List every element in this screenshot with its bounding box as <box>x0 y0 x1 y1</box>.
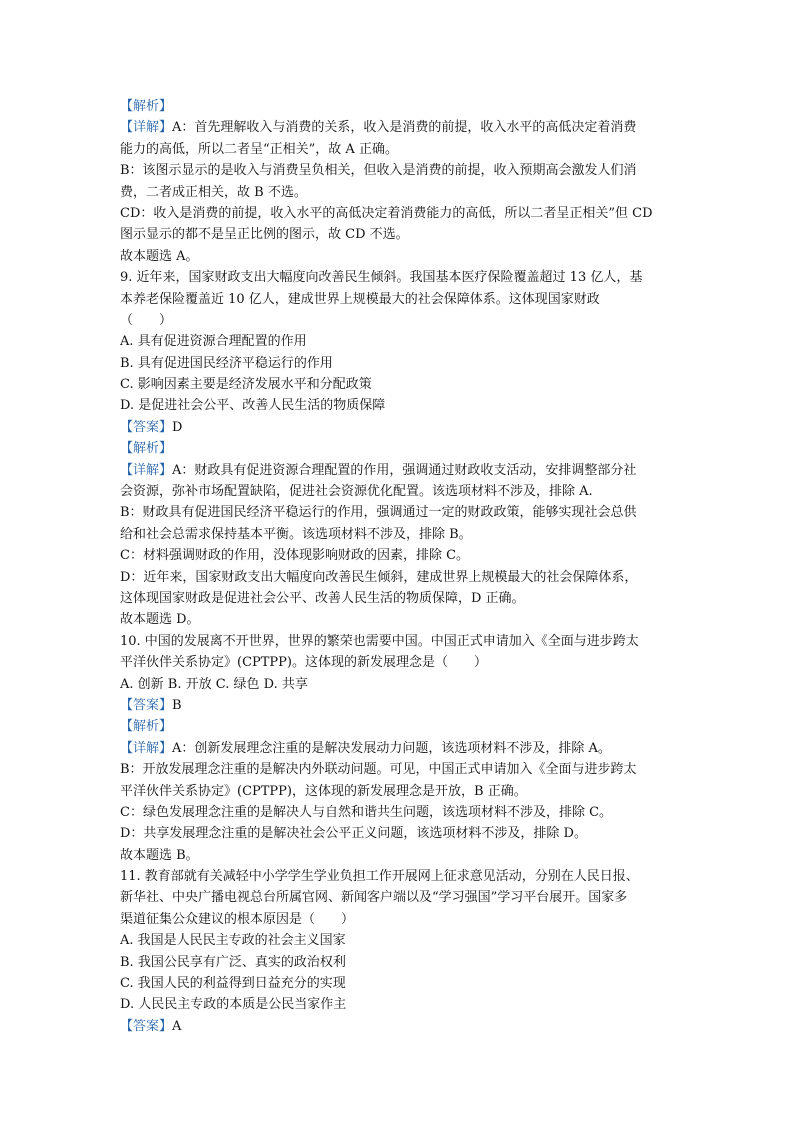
text-line <box>120 609 694 630</box>
text-line <box>120 353 694 374</box>
text-line <box>120 781 694 802</box>
line-text: （ ） <box>120 312 173 328</box>
text-line <box>120 588 694 609</box>
line-text: 这体现国家财政是促进社会公平、改善人民生活的物质保障，D 正确。 <box>120 590 525 606</box>
line-text: D：共享发展理念注重的是解决社会公平正义问题，该选项材料不涉及，排除 D。 <box>120 826 587 842</box>
text-line <box>120 139 694 160</box>
section-tag: 【解析】 <box>120 441 173 457</box>
section-tag: 【答案】 <box>120 1018 173 1034</box>
text-line <box>120 695 694 716</box>
line-text: D <box>172 419 183 435</box>
line-text: B：该图示显示的是收入与消费呈负相关，但收入是消费的前提，收入预期高会激发人们消 <box>120 163 637 179</box>
text-line <box>120 631 694 652</box>
line-text: C. 影响因素主要是经济发展水平和分配政策 <box>120 377 372 393</box>
line-text: C：绿色发展理念注重的是解决人与自然和谐共生问题，该选项材料不涉及，排除 C。 <box>120 804 613 820</box>
line-text: 9. 近年来，国家财政支出大幅度向改善民生倾斜。我国基本医疗保险覆盖超过 13 亿人，基 <box>120 270 643 286</box>
line-text: 故本题选 A。 <box>120 248 199 264</box>
line-text: A. 创新 B. 开放 C. 绿色 D. 共享 <box>120 676 308 692</box>
text-line <box>120 652 694 673</box>
line-text: 故本题选 D。 <box>120 612 200 628</box>
text-line <box>120 331 694 352</box>
text-line <box>120 909 694 930</box>
line-text: B：开放发展理念注重的是解决内外联动问题。可见，中国正式申请加入《全面与进步跨太 <box>120 762 637 778</box>
text-line <box>120 716 694 737</box>
text-line <box>120 395 694 416</box>
section-tag: 【详解】 <box>120 120 173 136</box>
line-text: 11. 教育部就有关减轻中小学学生学业负担工作开展网上征求意见活动，分别在人民日报、 <box>120 869 639 885</box>
text-line <box>120 545 694 566</box>
line-text: 新华社、中央广播电视总台所属官网、新闻客户端以及“学习强国”学习平台展开。国家多 <box>120 890 628 906</box>
line-text: A <box>172 1018 182 1034</box>
text-line <box>120 160 694 181</box>
line-text: 平洋伙伴关系协定》(CPTPP)，这体现的新发展理念是开放，B 正确。 <box>120 783 527 799</box>
line-text: 图示显示的都不是呈正比例的图示，故 CD 不选。 <box>120 227 409 243</box>
text-line <box>120 738 694 759</box>
line-text: 能力的高低，所以二者呈“正相关”，故 A 正确。 <box>120 141 398 157</box>
line-text: 本养老保险覆盖近 10 亿人，建成世界上规模最大的社会保障体系。这体现国家财政 <box>120 291 600 307</box>
line-text: C. 我国人民的利益得到日益充分的实现 <box>120 976 346 992</box>
text-line <box>120 759 694 780</box>
text-line <box>120 502 694 523</box>
document-body <box>120 96 694 1037</box>
line-text: B. 具有促进国民经济平稳运行的作用 <box>120 355 333 371</box>
line-text: A：财政具有促进资源合理配置的作用，强调通过财政收支活动，安排调整部分社 <box>172 462 637 478</box>
text-line <box>120 267 694 288</box>
text-line <box>120 203 694 224</box>
text-line <box>120 952 694 973</box>
line-text: CD：收入是消费的前提，收入水平的高低决定着消费能力的高低，所以二者呈正相关”但 CD <box>120 205 653 221</box>
line-text: 给和社会总需求保持基本平衡。该选项材料不涉及，排除 B。 <box>120 526 472 542</box>
text-line <box>120 524 694 545</box>
line-text: D. 人民民主专政的本质是公民当家作主 <box>120 997 347 1013</box>
text-line <box>120 460 694 481</box>
line-text: 渠道征集公众建议的根本原因是（ ） <box>120 911 355 927</box>
text-line <box>120 1016 694 1037</box>
line-text: D. 是促进社会公平、改善人民生活的物质保障 <box>120 398 386 414</box>
text-line <box>120 246 694 267</box>
text-line <box>120 481 694 502</box>
line-text: A. 我国是人民民主专政的社会主义国家 <box>120 933 346 949</box>
text-line <box>120 374 694 395</box>
text-line <box>120 973 694 994</box>
line-text: 平洋伙伴关系协定》(CPTPP)。这体现的新发展理念是（ ） <box>120 655 488 671</box>
line-text: B. 我国公民享有广泛、真实的政治权利 <box>120 954 346 970</box>
line-text: C：材料强调财政的作用，没体现影响财政的因素，排除 C。 <box>120 548 470 564</box>
section-tag: 【详解】 <box>120 462 173 478</box>
line-text: A. 具有促进资源合理配置的作用 <box>120 334 307 350</box>
text-line <box>120 802 694 823</box>
line-text: 会资源，弥补市场配置缺陷，促进社会资源优化配置。该选项材料不涉及，排除 A. <box>120 484 593 500</box>
line-text: 10. 中国的发展离不开世界，世界的繁荣也需要中国。中国正式申请加入《全面与进步跨太 <box>120 633 639 649</box>
text-line <box>120 823 694 844</box>
text-line <box>120 567 694 588</box>
text-line <box>120 289 694 310</box>
line-text: D：近年来，国家财政支出大幅度向改善民生倾斜，建成世界上规模最大的社会保障体系， <box>120 569 638 585</box>
text-line <box>120 182 694 203</box>
line-text: B：财政具有促进国民经济平稳运行的作用，强调通过一定的财政政策，能够实现社会总供 <box>120 505 637 521</box>
text-line <box>120 887 694 908</box>
text-line <box>120 866 694 887</box>
line-text: B <box>172 697 182 713</box>
section-tag: 【解析】 <box>120 719 173 735</box>
section-tag: 【解析】 <box>120 99 173 114</box>
section-tag: 【答案】 <box>120 697 173 713</box>
text-line <box>120 96 694 117</box>
line-text: 费，二者成正相关，故 B 不选。 <box>120 184 307 200</box>
line-text: A：创新发展理念注重的是解决发展动力问题，该选项材料不涉及，排除 A。 <box>172 740 611 756</box>
text-line <box>120 438 694 459</box>
text-line <box>120 417 694 438</box>
section-tag: 【详解】 <box>120 740 173 756</box>
text-line <box>120 310 694 331</box>
text-line <box>120 117 694 138</box>
text-line <box>120 845 694 866</box>
text-line <box>120 930 694 951</box>
text-line <box>120 224 694 245</box>
line-text: 故本题选 B。 <box>120 847 199 863</box>
section-tag: 【答案】 <box>120 419 173 435</box>
line-text: A：首先理解收入与消费的关系，收入是消费的前提，收入水平的高低决定着消费 <box>172 120 637 136</box>
text-line <box>120 994 694 1015</box>
text-line <box>120 674 694 695</box>
